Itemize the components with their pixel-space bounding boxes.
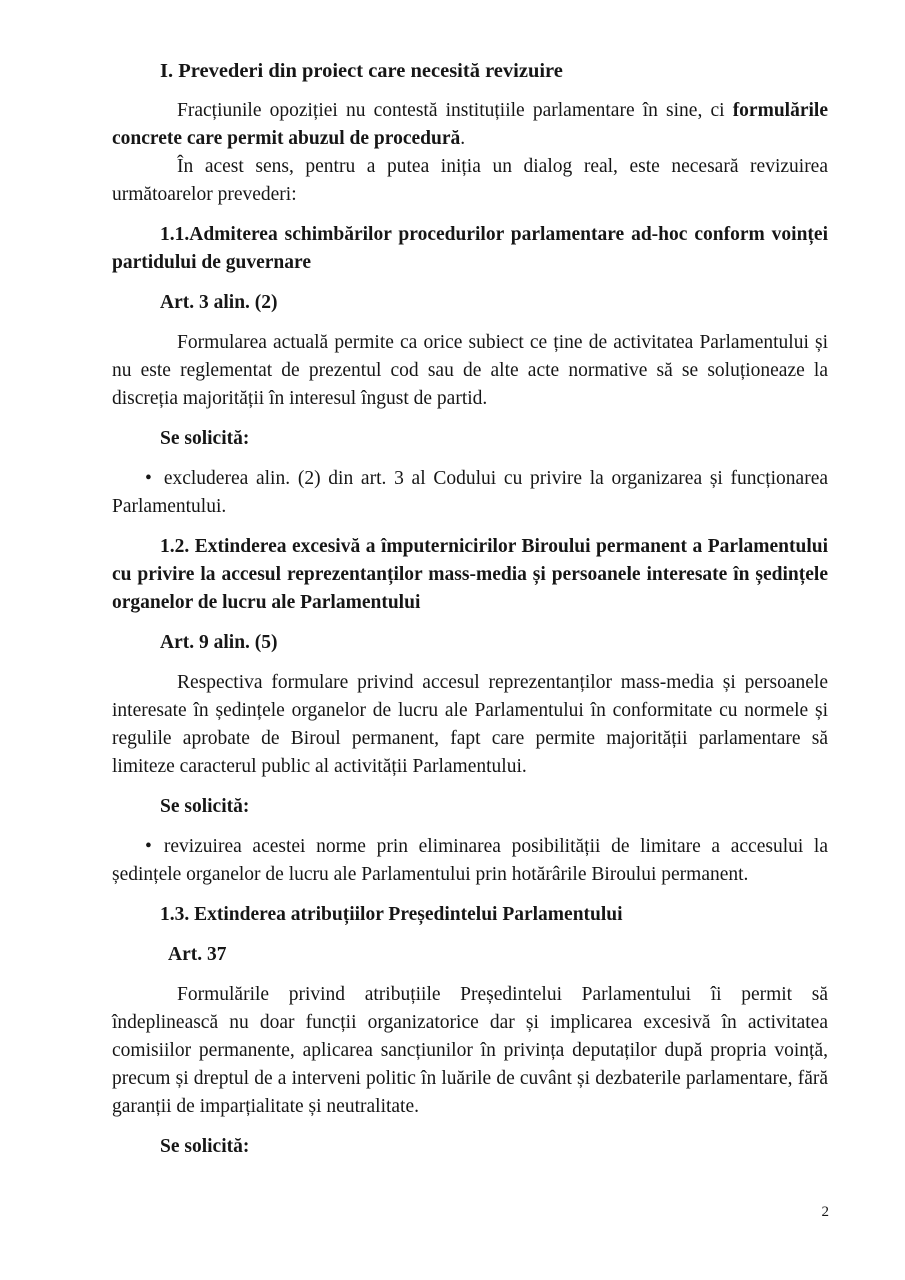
request-label-1: Se solicită:: [160, 428, 250, 449]
request-label-3: Se solicită:: [160, 1136, 250, 1157]
intro-text-normal: Fracțiunile opoziției nu contestă instituțiile parlamentare în sine, ci: [177, 100, 733, 121]
bullet-text-1: excluderea alin. (2) din art. 3 al Codului cu privire la organizarea și funcționarea Parlamentului.: [112, 468, 828, 517]
section-body-2: Respectiva formulare privind accesul reprezentanților mass-media și persoanele interesate în ședințele organelor de lucru ale Parlamentului în conformitate cu normele și regulile aprobate de Biroul permanent, fapt care permite majorității parlamentare să limiteze caracterul public al activității Parlamentului.: [112, 672, 828, 777]
bullet-text-2: revizuirea acestei norme prin eliminarea posibilității de limitare a accesului la ședințele organelor de lucru ale Parlamentului prin hotărârile Biroului permanent.: [112, 836, 828, 885]
intro-text-period: .: [460, 128, 466, 149]
intro-paragraph-1: [112, 97, 828, 153]
section-heading-1-2: 1.2. Extinderea excesivă a împuternicirilor Biroului permanent a Parlamentului cu privire la accesul reprezentanților mass-media și persoanele interesate în ședințele organelor de lucru ale Parlamentului: [112, 536, 828, 613]
section-heading-1-3: 1.3. Extinderea atribuțiilor Președintelui Parlamentului: [160, 904, 623, 925]
main-heading: I. Prevederi din proiect care necesită revizuire: [160, 60, 563, 82]
section-body-3: Formulările privind atribuțiile Președintelui Parlamentului îi permit să îndeplinească nu doar funcții organizatorice dar și implicarea excesivă în activitatea comisiilor permanente, aplicarea sancțiunilor în privința deputaților după propria voință, precum și dreptul de a interveni politic în luările de cuvânt și dezbaterile parlamentare, fără garanții de imparțialitate și neutralitate.: [112, 984, 828, 1117]
article-reference-2: Art. 9 alin. (5): [160, 632, 278, 653]
section-body-1: Formularea actuală permite ca orice subiect ce ține de activitatea Parlamentului și nu este reglementat de prezentul cod sau de alte acte normative să se soluționeaze la discreția majorității în interesul îngust de partid.: [112, 332, 828, 409]
request-label-2: Se solicită:: [160, 796, 250, 817]
intro-paragraph-2: În acest sens, pentru a putea iniția un dialog real, este necesară revizuirea următoarelor prevederi:: [112, 156, 828, 205]
bullet-item-1: [112, 465, 828, 521]
bullet-item-2: [112, 833, 828, 889]
page-number: 2: [821, 1204, 829, 1220]
article-reference-1: Art. 3 alin. (2): [160, 292, 278, 313]
section-heading-1-1: 1.1.Admiterea schimbărilor procedurilor parlamentare ad-hoc conform voinței partidului de guvernare: [112, 224, 828, 273]
bullet-icon: •: [145, 468, 152, 489]
bullet-icon: •: [145, 836, 152, 857]
intro-text-bold: formulările concrete care permit abuzul de procedură: [112, 100, 828, 149]
article-reference-3: Art. 37: [168, 944, 227, 965]
